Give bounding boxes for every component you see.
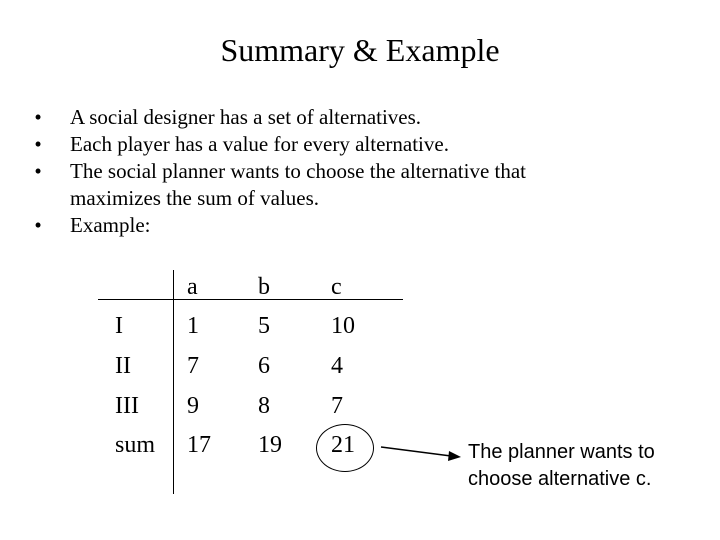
bullet-text: Example: [70,213,151,237]
bullet-item [28,212,668,239]
table-cell: 8 [258,393,270,419]
table-cell: 6 [258,353,270,379]
bullet-text: A social designer has a set of alternatives. [70,105,422,129]
bullet-marker: • [34,213,42,237]
column-header-b: b [258,274,270,300]
table-cell: 19 [258,432,282,458]
bullet-list [28,104,668,239]
table-cell: 17 [187,432,211,458]
bullet-marker: • [34,159,42,183]
column-header-c: c [331,274,342,300]
bullet-text: The social planner wants to choose the alternative that maximizes the sum of values. [70,159,527,210]
row-label-II: II [115,353,131,379]
bullet-item [28,131,668,158]
table-cell: 1 [187,313,199,339]
table-cell-highlighted: 21 [331,432,355,458]
row-label-I: I [115,313,123,339]
bullet-item [28,158,668,212]
bullet-marker: • [34,105,42,129]
table-cell: 10 [331,313,355,339]
bullet-item [28,104,668,131]
table-header-rule [98,299,403,300]
table-cell: 5 [258,313,270,339]
slide-title: Summary & Example [220,32,500,68]
bullet-marker: • [34,132,42,156]
table-cell: 4 [331,353,343,379]
column-header-a: a [187,274,198,300]
bullet-text: Each player has a value for every alternative. [70,132,449,156]
table-cell: 7 [331,393,343,419]
table-cell: 7 [187,353,199,379]
annotation-note: The planner wants to choose alternative c. [468,441,655,490]
row-label-sum: sum [115,432,156,458]
row-label-III: III [115,393,139,419]
table-cell: 9 [187,393,199,419]
table-column-rule [173,270,174,494]
highlight-circle [316,424,374,472]
